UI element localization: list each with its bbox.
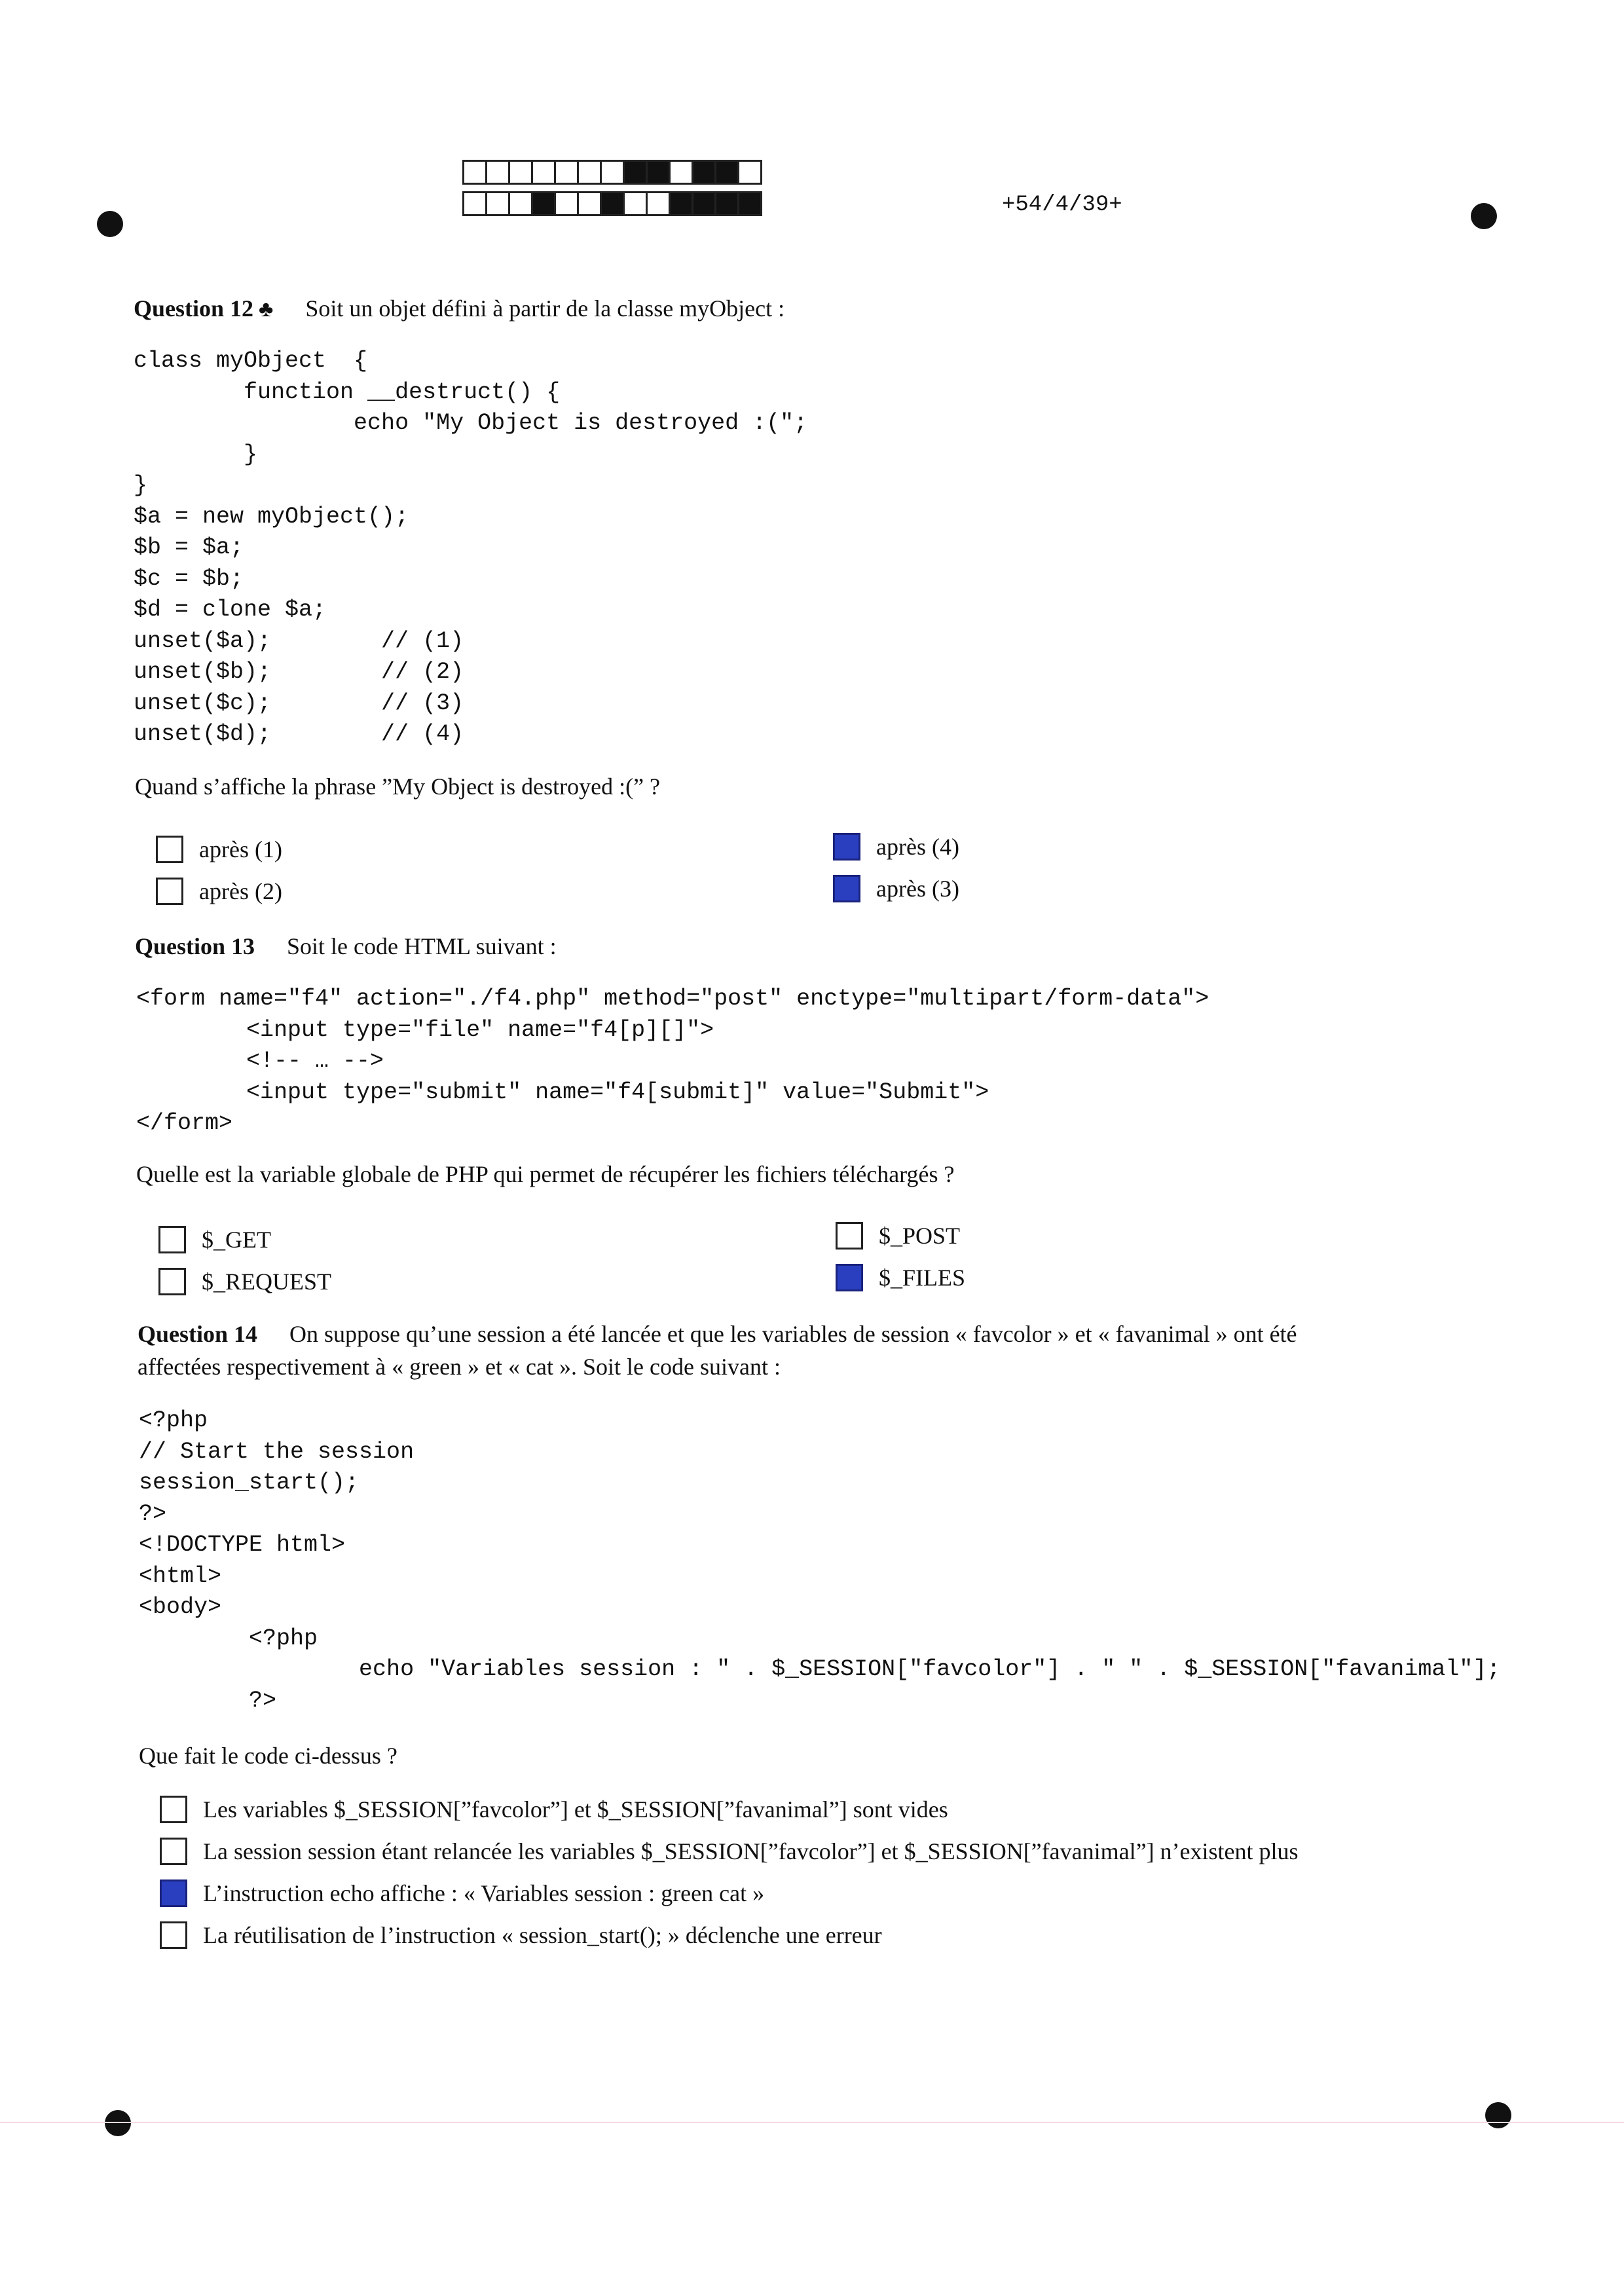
question-13-intro: Soit le code HTML suivant :	[287, 933, 557, 959]
option-label: après (3)	[876, 876, 959, 902]
question-13-label: Question 13	[135, 933, 255, 959]
question-13-text: Quelle est la variable globale de PHP qui permet de récupérer les fichiers téléchargés ?	[136, 1161, 955, 1187]
barcode-grid	[462, 160, 762, 216]
barcode-cell	[739, 160, 762, 185]
checkbox[interactable]	[158, 1268, 186, 1295]
question-14-intro-1: On suppose qu’une session a été lancée et que les variables de session « favcolor » et « favanimal » ont été	[289, 1321, 1297, 1347]
page-id: +54/4/39+	[1002, 193, 1122, 217]
barcode-cell	[579, 191, 602, 216]
barcode-cell	[510, 191, 533, 216]
checkbox[interactable]	[833, 833, 860, 861]
q14-option-relancee[interactable]	[160, 1838, 1299, 1865]
checkbox[interactable]	[160, 1796, 187, 1823]
q13-option-request[interactable]	[158, 1268, 331, 1295]
q13-option-get[interactable]	[158, 1226, 271, 1253]
barcode-cell	[487, 191, 510, 216]
checkbox[interactable]	[833, 875, 860, 902]
checkbox[interactable]	[156, 878, 183, 905]
option-label: $_GET	[202, 1227, 271, 1253]
q13-option-post[interactable]	[836, 1222, 960, 1250]
barcode-cell	[556, 160, 579, 185]
question-12-label: Question 12 ♣	[134, 295, 274, 322]
barcode-cell	[579, 160, 602, 185]
registration-mark-bottom-left	[105, 2110, 131, 2136]
question-13-code: <form name="f4" action="./f4.php" method="post" enctype="multipart/form-data"> <input type="file" name="f4[p][]"> <!-- … --> <input type="submit" name="f4[submit]" value="Submit"> </form>	[136, 986, 1209, 1136]
barcode-row-2	[462, 191, 762, 216]
checkbox[interactable]	[156, 836, 183, 863]
question-14-code: <?php // Start the session session_start(); ?> <!DOCTYPE html> <html> <body> <?php echo "Variables session : " . $_SESSION["favcolor"] . " " . $_SESSION["favanimal"]; ?>	[139, 1407, 1501, 1714]
checkbox[interactable]	[160, 1879, 187, 1907]
question-12-code: class myObject { function __destruct() { echo "My Object is destroyed :("; } } $a = new myObject(); $b = $a; $c = $b; $d = clone $a; unset($a); // (1) unset($b); // (2) unset($c); // (3) unset($d); // (4)	[134, 348, 808, 747]
q12-option-apres-3[interactable]	[833, 875, 959, 902]
question-14-text: Que fait le code ci-dessus ?	[139, 1743, 397, 1769]
barcode-cell	[602, 160, 625, 185]
checkbox[interactable]	[160, 1838, 187, 1865]
question-14-label: Question 14	[138, 1321, 258, 1347]
barcode-cell	[671, 191, 693, 216]
barcode-cell	[648, 191, 671, 216]
q12-option-apres-2[interactable]	[156, 878, 282, 905]
option-label: Les variables $_SESSION[”favcolor”] et $_SESSION[”favanimal”] sont vides	[203, 1796, 948, 1823]
barcode-cell	[693, 160, 716, 185]
club-icon: ♣	[259, 297, 274, 322]
q12-option-apres-1[interactable]	[156, 836, 282, 863]
barcode-cell	[739, 191, 762, 216]
barcode-cell	[533, 160, 556, 185]
barcode-cell	[716, 191, 739, 216]
question-14-intro-2: affectées respectivement à « green » et « cat ». Soit le code suivant :	[138, 1354, 781, 1380]
barcode-cell	[602, 191, 625, 216]
barcode-cell	[464, 160, 487, 185]
registration-mark-top-left	[97, 211, 123, 237]
option-label: L’instruction echo affiche : « Variables session : green cat »	[203, 1880, 765, 1906]
q14-option-erreur[interactable]	[160, 1921, 882, 1949]
barcode-cell	[625, 160, 648, 185]
barcode-cell	[533, 191, 556, 216]
option-label: La réutilisation de l’instruction « session_start(); » déclenche une erreur	[203, 1922, 882, 1948]
question-13-header	[135, 933, 557, 960]
q14-option-vides[interactable]	[160, 1796, 948, 1823]
question-14-header	[138, 1320, 1297, 1348]
question-12-intro: Soit un objet défini à partir de la classe myObject :	[305, 295, 785, 322]
option-label: La session session étant relancée les variables $_SESSION[”favcolor”] et $_SESSION[”favanimal”] n’existent plus	[203, 1838, 1299, 1864]
barcode-cell	[625, 191, 648, 216]
checkbox[interactable]	[158, 1226, 186, 1253]
barcode-row-1	[462, 160, 762, 185]
option-label: après (4)	[876, 834, 959, 860]
question-12-header	[134, 295, 784, 322]
option-label: après (2)	[199, 878, 282, 904]
barcode-cell	[510, 160, 533, 185]
barcode-cell	[487, 160, 510, 185]
registration-mark-bottom-right	[1485, 2102, 1511, 2128]
barcode-cell	[693, 191, 716, 216]
barcode-cell	[716, 160, 739, 185]
q14-option-echo[interactable]	[160, 1879, 764, 1907]
registration-mark-top-right	[1471, 203, 1497, 229]
option-label: $_POST	[879, 1223, 961, 1249]
barcode-cell	[556, 191, 579, 216]
q12-option-apres-4[interactable]	[833, 833, 959, 861]
checkbox[interactable]	[836, 1264, 863, 1291]
checkbox[interactable]	[160, 1921, 187, 1949]
barcode-cell	[464, 191, 487, 216]
question-12-text: Quand s’affiche la phrase ”My Object is destroyed :(” ?	[135, 773, 661, 800]
option-label: après (1)	[199, 836, 282, 862]
scan-line	[0, 2122, 1624, 2123]
option-label: $_REQUEST	[202, 1268, 331, 1295]
barcode-cell	[671, 160, 693, 185]
barcode-cell	[648, 160, 671, 185]
option-label: $_FILES	[879, 1265, 966, 1291]
q13-option-files[interactable]	[836, 1264, 965, 1291]
checkbox[interactable]	[836, 1222, 863, 1250]
